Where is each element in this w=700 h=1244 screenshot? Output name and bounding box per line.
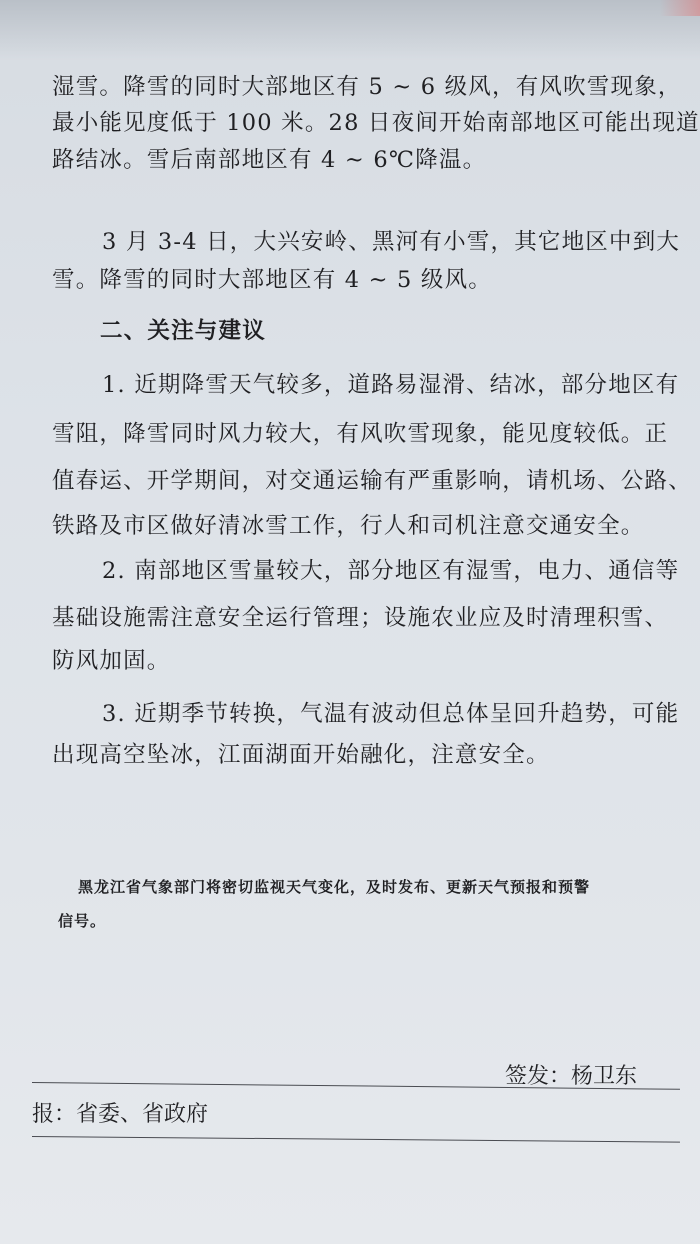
body-line-15: 出现高空坠冰，江面湖面开始融化，注意安全。 bbox=[52, 742, 550, 768]
body-line-5: 雪。降雪的同时大部地区有 4 ~ 5 级风。 bbox=[52, 267, 492, 293]
body-line-3: 路结冰。雪后南部地区有 4 ~ 6℃降温。 bbox=[52, 147, 487, 173]
note-line-1: 黑龙江省气象部门将密切监视天气变化，及时发布、更新天气预报和预警 bbox=[78, 878, 591, 896]
body-line-4: 3 月 3-4 日，大兴安岭、黑河有小雪，其它地区中到大 bbox=[102, 229, 681, 255]
body-line-8: 雪阻，降雪同时风力较大，有风吹雪现象，能见度较低。正 bbox=[52, 421, 669, 447]
signature: 签发：杨卫东 bbox=[505, 1064, 638, 1089]
body-line-9: 值春运、开学期间，对交通运输有严重影响，请机场、公路、 bbox=[52, 468, 692, 494]
body-line-10: 铁路及市区做好清冰雪工作，行人和司机注意交通安全。 bbox=[52, 513, 645, 539]
section-heading: 二、关注与建议 bbox=[100, 318, 266, 344]
body-line-14: 3. 近期季节转换，气温有波动但总体呈回升趋势，可能 bbox=[102, 701, 680, 727]
body-line-11: 2. 南部地区雪量较大，部分地区有湿雪，电力、通信等 bbox=[102, 558, 680, 584]
note-line-2: 信号。 bbox=[58, 912, 107, 930]
body-line-12: 基础设施需注意安全运行管理；设施农业应及时清理积雪、 bbox=[52, 605, 669, 631]
body-line-7: 1. 近期降雪天气较多，道路易湿滑、结冰，部分地区有 bbox=[102, 372, 680, 398]
body-line-2: 最小能见度低于 100 米。28 日夜间开始南部地区可能出现道 bbox=[52, 110, 700, 136]
divider-bottom bbox=[32, 1136, 680, 1143]
body-line-13: 防风加固。 bbox=[52, 648, 171, 674]
page-shadow bbox=[0, 0, 700, 60]
corner-mark bbox=[660, 0, 700, 16]
report-to: 报：省委、省政府 bbox=[32, 1102, 209, 1127]
body-line-1: 湿雪。降雪的同时大部地区有 5 ~ 6 级风，有风吹雪现象， bbox=[52, 74, 682, 100]
